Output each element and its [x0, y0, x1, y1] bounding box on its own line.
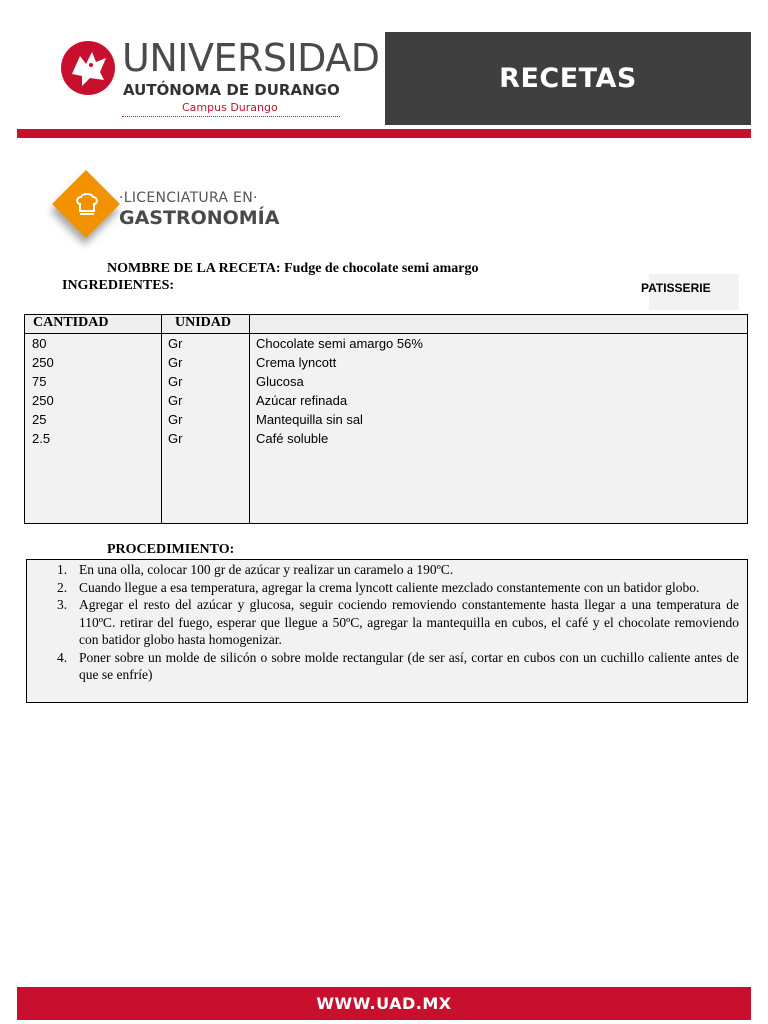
unit-cell: Gr	[168, 431, 183, 446]
table-row	[25, 430, 747, 449]
table-row	[25, 354, 747, 373]
table-header	[25, 315, 747, 334]
program-line1: ·LICENCIATURA EN·	[119, 190, 258, 206]
ingredient-cell: Glucosa	[256, 374, 304, 389]
procedure-step	[27, 579, 739, 597]
procedure-label: PROCEDIMIENTO:	[107, 542, 235, 557]
table-row	[25, 411, 747, 430]
quantity-cell: 2.5	[32, 431, 51, 446]
header-quantity: CANTIDAD	[33, 315, 109, 330]
step-text: Cuando llegue a esa temperatura, agregar la crema lyncott caliente mezclado constantemente con un batidor globo.	[79, 579, 700, 595]
unit-cell: Gr	[168, 393, 183, 408]
category-label: PATISSERIE	[641, 281, 711, 295]
campus-label: Campus Durango	[182, 101, 278, 114]
step-number: 1.	[57, 562, 68, 577]
table-body	[25, 335, 747, 449]
wolf-shield-icon	[60, 40, 116, 96]
header-divider	[17, 129, 751, 138]
procedure-list	[27, 561, 739, 684]
quantity-cell: 25	[32, 412, 47, 427]
quantity-cell: 80	[32, 336, 47, 351]
procedure-step	[27, 596, 739, 649]
procedure-step	[27, 561, 739, 579]
step-text: Agregar el resto del azúcar y glucosa, seguir cociendo removiendo constantemente hasta llegar a una temperatura de 110ºC. retirar del fuego, esperar que llegue a 50ºC, agregar la mantequilla en cubos, el café y el chocolate removiendo con batidor globo hasta homogenizar.	[79, 597, 739, 647]
unit-cell: Gr	[168, 355, 183, 370]
page-title: RECETAS	[499, 63, 637, 94]
header-unit: UNIDAD	[175, 315, 231, 330]
ingredient-cell: Mantequilla sin sal	[256, 412, 363, 427]
unit-cell: Gr	[168, 412, 183, 427]
program-logo	[52, 176, 292, 246]
ingredients-label: INGREDIENTES:	[62, 278, 175, 293]
unit-cell: Gr	[168, 336, 183, 351]
quantity-cell: 250	[32, 393, 54, 408]
ingredient-cell: Azúcar refinada	[256, 393, 348, 408]
footer-url[interactable]: WWW.UAD.MX	[316, 994, 452, 1013]
program-line2: GASTRONOMÍA	[119, 207, 280, 229]
ingredient-cell: Chocolate semi amargo 56%	[256, 336, 423, 351]
chef-hat-icon	[72, 190, 102, 220]
quantity-cell: 250	[32, 355, 54, 370]
procedure-step	[27, 649, 739, 684]
step-text: En una olla, colocar 100 gr de azúcar y realizar un caramelo a 190ºC.	[79, 562, 454, 577]
unit-cell: Gr	[168, 374, 183, 389]
recipe-name: NOMBRE DE LA RECETA: Fudge de chocolate semi amargo	[107, 261, 479, 276]
university-subtitle: AUTÓNOMA DE DURANGO	[123, 81, 340, 99]
step-number: 4.	[57, 649, 68, 665]
procedure-box	[26, 559, 748, 703]
table-row	[25, 392, 747, 411]
header-title-box	[385, 32, 751, 125]
quantity-cell: 75	[32, 374, 47, 389]
step-number: 3.	[57, 597, 68, 612]
ingredient-cell: Crema lyncott	[256, 355, 337, 370]
university-logo	[60, 36, 380, 122]
ingredients-table	[24, 314, 748, 524]
step-number: 2.	[57, 579, 68, 595]
ingredient-cell: Café soluble	[256, 431, 329, 446]
campus-divider	[122, 116, 340, 117]
table-row	[25, 335, 747, 354]
table-row	[25, 373, 747, 392]
university-name: UNIVERSIDAD	[122, 36, 380, 80]
footer-bar	[17, 987, 751, 1020]
step-text: Poner sobre un molde de silicón o sobre molde rectangular (de ser así, cortar en cubos con un cuchillo caliente antes de que se enfríe)	[79, 649, 739, 682]
